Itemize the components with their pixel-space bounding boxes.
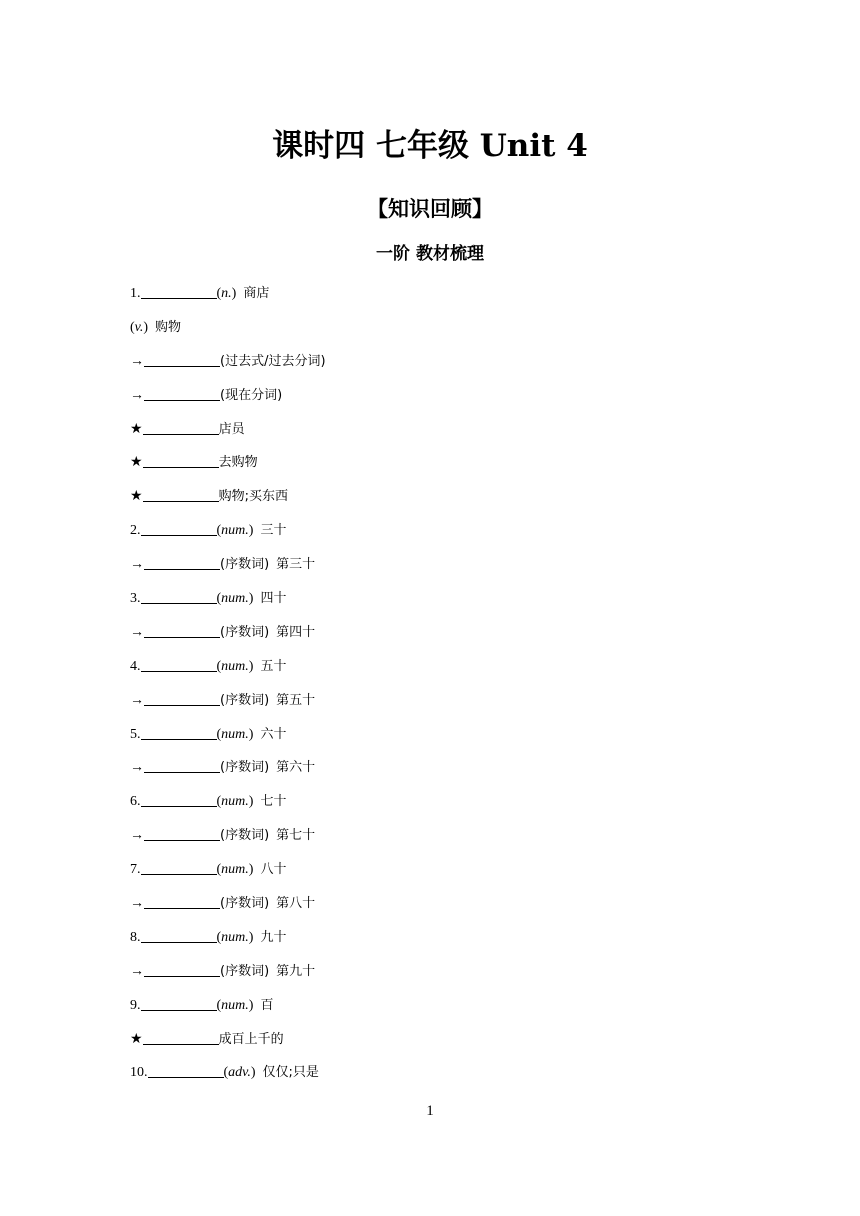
item-note: (现在分词) — [220, 387, 283, 403]
item-prefix: ★ — [130, 455, 143, 471]
item-prefix: 3. — [130, 591, 141, 607]
part-of-speech: adv. — [228, 1065, 251, 1081]
part-of-speech: num. — [221, 658, 249, 674]
list-item: 1. (n.) 商店 — [130, 280, 730, 314]
answer-blank[interactable] — [148, 1061, 224, 1078]
answer-blank[interactable] — [144, 553, 220, 570]
item-prefix: ★ — [130, 489, 143, 505]
item-note: (序数词) — [220, 828, 270, 844]
list-item — [130, 449, 730, 483]
list-item — [130, 754, 730, 788]
item-meaning: 去购物 — [218, 455, 258, 471]
item-prefix: 10. — [130, 1065, 148, 1081]
item-prefix: 6. — [130, 794, 141, 810]
answer-blank[interactable] — [144, 824, 220, 841]
answer-blank[interactable] — [141, 790, 217, 807]
list-item — [130, 483, 730, 517]
item-prefix: ★ — [130, 421, 143, 437]
list-item: 5. (num.) 六十 — [130, 721, 730, 755]
item-prefix: → — [130, 760, 144, 776]
list-item: 8. (num.) 九十 — [130, 924, 730, 958]
item-note: (序数词) — [220, 557, 270, 573]
item-note: (序数词) — [220, 760, 270, 776]
item-meaning: 购物 — [155, 319, 182, 335]
part-of-speech: num. — [221, 726, 249, 742]
item-meaning: 四十 — [260, 591, 287, 607]
item-meaning: 店员 — [218, 421, 245, 437]
section-title: 【知识回顾】 — [367, 197, 493, 221]
list-item: 4. (num.) 五十 — [130, 653, 730, 687]
list-item — [130, 890, 730, 924]
item-meaning: 仅仅;只是 — [262, 1065, 319, 1081]
answer-blank[interactable] — [143, 1028, 219, 1045]
answer-blank[interactable] — [141, 282, 217, 299]
item-prefix: → — [130, 557, 144, 573]
list-item — [130, 619, 730, 653]
item-prefix: → — [130, 353, 144, 369]
part-of-speech: v. — [134, 319, 144, 335]
item-prefix: → — [130, 624, 144, 640]
item-meaning: 六十 — [260, 726, 287, 742]
list-item: 3. (num.) 四十 — [130, 585, 730, 619]
item-meaning: 第七十 — [276, 828, 316, 844]
list-item: 2. (num.) 三十 — [130, 517, 730, 551]
answer-blank[interactable] — [141, 858, 217, 875]
item-prefix: 5. — [130, 726, 141, 742]
answer-blank[interactable] — [141, 587, 217, 604]
item-meaning: 第四十 — [276, 624, 316, 640]
answer-blank[interactable] — [141, 994, 217, 1011]
item-meaning: 七十 — [260, 794, 287, 810]
list-item: 7. (num.) 八十 — [130, 856, 730, 890]
answer-blank[interactable] — [141, 723, 217, 740]
answer-blank[interactable] — [144, 689, 220, 706]
answer-blank[interactable] — [144, 960, 220, 977]
part-of-speech: n. — [221, 286, 232, 301]
answer-blank[interactable] — [141, 926, 217, 943]
list-item: 9. (num.) 百 — [130, 992, 730, 1026]
item-meaning: 成百上千的 — [218, 1031, 284, 1047]
answer-blank[interactable] — [144, 350, 220, 367]
item-meaning: 九十 — [260, 929, 287, 945]
item-prefix: 7. — [130, 862, 141, 878]
answer-blank[interactable] — [144, 892, 220, 909]
part-of-speech: num. — [221, 794, 249, 810]
item-note: (序数词) — [220, 896, 270, 912]
item-note: (序数词) — [220, 624, 270, 640]
item-meaning: 第五十 — [276, 692, 316, 708]
list-item: 6. (num.) 七十 — [130, 788, 730, 822]
part-of-speech: num. — [221, 523, 249, 539]
list-item — [130, 416, 730, 450]
item-note: (过去式/过去分词) — [220, 353, 326, 369]
item-prefix: → — [130, 692, 144, 708]
page-title: 课时四 七年级 Unit 4 — [272, 128, 588, 164]
item-meaning: 第六十 — [276, 760, 316, 776]
item-meaning: 购物;买东西 — [218, 489, 288, 505]
subsection-title: 一阶 教材梳理 — [376, 244, 484, 264]
part-of-speech: num. — [221, 591, 249, 607]
item-meaning: 第九十 — [276, 963, 316, 979]
list-item — [130, 958, 730, 992]
part-of-speech: num. — [221, 862, 249, 878]
list-item: (v.) 购物 — [130, 319, 182, 335]
item-prefix: 1. — [130, 286, 141, 301]
answer-blank[interactable] — [141, 519, 217, 536]
answer-blank[interactable] — [144, 756, 220, 773]
list-item — [130, 348, 730, 382]
list-item — [130, 687, 730, 721]
item-meaning: 五十 — [260, 658, 287, 674]
item-prefix: 2. — [130, 523, 141, 539]
part-of-speech: num. — [221, 929, 249, 945]
item-meaning: 百 — [260, 997, 274, 1013]
item-meaning: 商店 — [243, 286, 270, 301]
list-item — [130, 551, 730, 585]
answer-blank[interactable] — [143, 485, 219, 502]
item-prefix: → — [130, 828, 144, 844]
item-meaning: 第八十 — [276, 896, 316, 912]
answer-blank[interactable] — [141, 655, 217, 672]
answer-blank[interactable] — [144, 384, 220, 401]
answer-blank[interactable] — [144, 621, 220, 638]
list-item — [130, 822, 730, 856]
item-note: (序数词) — [220, 963, 270, 979]
item-meaning: 第三十 — [276, 557, 316, 573]
item-prefix: → — [130, 387, 144, 403]
item-meaning: 八十 — [260, 862, 287, 878]
item-meaning: 三十 — [260, 523, 287, 539]
item-prefix: 4. — [130, 658, 141, 674]
vocabulary-list — [130, 280, 730, 1093]
item-prefix: → — [130, 963, 144, 979]
part-of-speech: num. — [221, 997, 249, 1013]
item-note: (序数词) — [220, 692, 270, 708]
answer-blank[interactable] — [143, 418, 219, 435]
list-item — [130, 382, 730, 416]
item-prefix: ★ — [130, 1031, 143, 1047]
item-prefix: → — [130, 896, 144, 912]
list-item — [130, 1026, 730, 1060]
answer-blank[interactable] — [143, 451, 219, 468]
item-prefix: 9. — [130, 997, 141, 1013]
list-item: 10. (adv.) 仅仅;只是 — [130, 1059, 730, 1093]
item-prefix: 8. — [130, 929, 141, 945]
page-number: 1 — [426, 1103, 434, 1119]
